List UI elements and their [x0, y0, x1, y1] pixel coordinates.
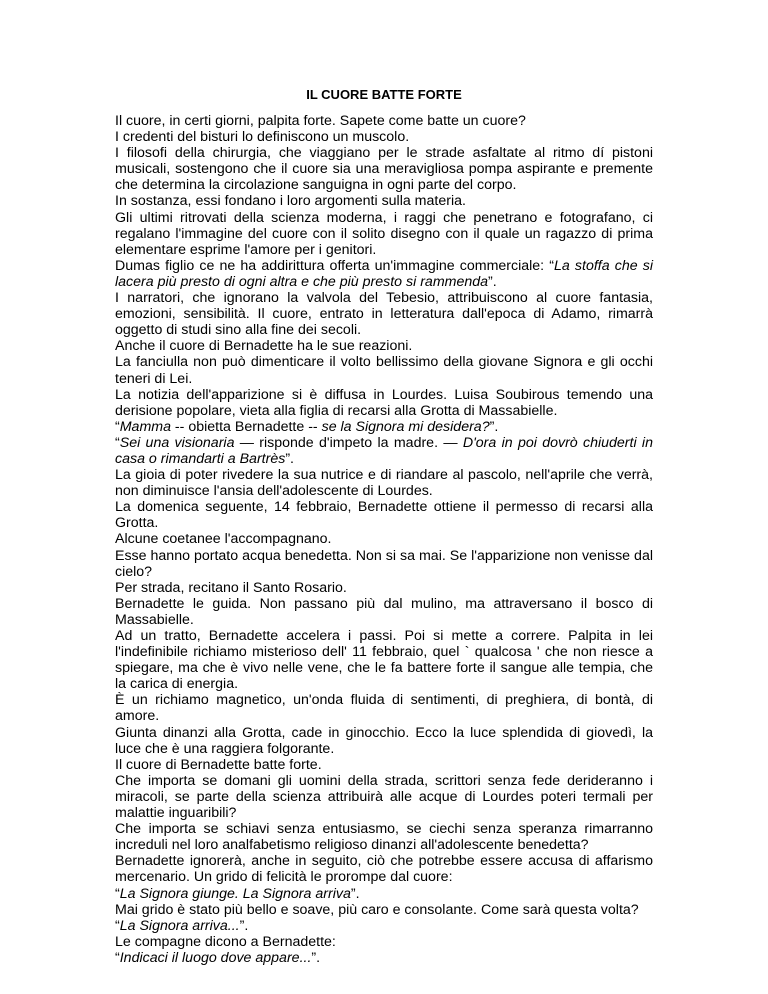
- paragraph: [115, 129, 653, 145]
- text-run: -- obietta Bernadette --: [170, 418, 322, 435]
- text-run: Alcune coetanee l'accompagnano.: [115, 531, 332, 548]
- text-run: ”.: [239, 917, 249, 934]
- text-run: La domenica seguente, 14 febbraio, Bernadette ottiene il permesso di recarsi alla Grotta.: [115, 499, 653, 532]
- text-run: Giunta dinanzi alla Grotta, cade in ginocchio. Ecco la luce splendida di giovedì, la luce che è una raggiera folgorante.: [115, 724, 653, 757]
- paragraph: [115, 902, 653, 918]
- text-run: I narratori, che ignorano la valvola del Tebesio, attribuiscono al cuore fantasia, emozioni, sensibilità. Il cuore, entrato in letteratura dall'epoca di Adamo, rimarrà oggetto di studi sino alla fine dei secoli.: [115, 290, 653, 339]
- text-run: I credenti del bisturi lo definiscono un muscolo.: [115, 129, 410, 146]
- text-run: — risponde d'impeto la madre. —: [234, 434, 463, 451]
- text-run: È un richiamo magnetico, un'onda fluida di sentimenti, di preghiera, di bontà, di amore.: [115, 692, 653, 725]
- document-title: IL CUORE BATTE FORTE: [306, 87, 462, 102]
- italic-text: Mamma: [119, 418, 171, 435]
- paragraph: [115, 853, 653, 885]
- paragraph: [115, 419, 653, 435]
- text-run: ”.: [488, 273, 497, 290]
- paragraph: [115, 580, 653, 596]
- paragraph: [115, 354, 653, 386]
- text-run: ”.: [489, 418, 499, 435]
- paragraph: [115, 596, 653, 628]
- text-run: Che importa se schiavi senza entusiasmo, se ciechi senza speranza rimarranno increduli nel loro analfabetismo religioso dinanzi all'adolescente benedetta?: [115, 821, 653, 854]
- text-run: Per strada, recitano il Santo Rosario.: [115, 579, 347, 596]
- text-run: “: [115, 949, 120, 966]
- paragraph: [115, 757, 653, 773]
- italic-text: La stoffa che si lacera più presto di ogni altra e che più presto si rammenda: [115, 257, 654, 290]
- paragraph: [115, 499, 653, 531]
- paragraph: [115, 113, 653, 129]
- italic-text: Sei una visionaria: [119, 434, 235, 451]
- paragraph: [115, 950, 653, 966]
- paragraph: [115, 531, 653, 547]
- text-run: Bernadette le guida. Non passano più dal mulino, ma attraversano il bosco di Massabielle.: [115, 595, 653, 628]
- text-run: ”.: [285, 450, 294, 467]
- text-run: ”.: [350, 885, 360, 902]
- paragraph: [115, 258, 653, 290]
- italic-text: La Signora arriva...: [119, 917, 240, 934]
- italic-text: D'ora in poi dovrò chiuderti in casa o rimandarti a Bartrès: [115, 434, 653, 467]
- paragraph: [115, 628, 653, 692]
- text-run: Mai grido è stato più bello e soave, più caro e consolante. Come sarà questa volta?: [115, 901, 639, 918]
- text-run: Ad un tratto, Bernadette accelera i passi. Poi si mette a correre. Palpita in lei l'indefinibile richiamo misterioso dell' 11 febbraio, quel ` qualcosa ' che non riesce a spiegare, ma che è vivo nelle vene, che le fa battere forte il sangue alle tempia, che la carica di energia.: [115, 628, 653, 693]
- document-body: [115, 113, 653, 966]
- text-run: Gli ultimi ritrovati della scienza moderna, i raggi che penetrano e fotografano, ci regalano l'immagine del cuore con il solito disegno con il quale un ragazzo di prima elementare esprime l'amore per i genitori.: [115, 209, 653, 258]
- paragraph: [115, 435, 653, 467]
- text-run: Dumas figlio ce ne ha addirittura offerta un'immagine commerciale: “: [115, 257, 554, 274]
- paragraph: [115, 467, 653, 499]
- paragraph: [115, 725, 653, 757]
- text-run: Il cuore di Bernadette batte forte.: [115, 756, 322, 773]
- text-run: “: [115, 418, 120, 435]
- text-run: Bernadette ignorerà, anche in seguito, ciò che potrebbe essere accusa di affarismo mercenario. Un grido di felicità le prorompe dal cuore:: [115, 853, 653, 886]
- text-run: “: [115, 917, 120, 934]
- paragraph: [115, 387, 653, 419]
- italic-text: se la Signora mi desidera?: [321, 418, 490, 435]
- paragraph: [115, 145, 653, 193]
- text-run: I filosofi della chirurgia, che viaggiano per le strade asfaltate al ritmo dí pistoni musicali, sostengono che il cuore sia una meravigliosa pompa aspirante e premente che determina la circolazione sanguigna in ogni parte del corpo.: [115, 145, 653, 194]
- paragraph: [115, 934, 653, 950]
- paragraph: [115, 338, 653, 354]
- paragraph: [115, 821, 653, 853]
- paragraph: [115, 773, 653, 821]
- italic-text: La Signora giunge. La Signora arriva: [119, 885, 351, 902]
- text-run: In sostanza, essi fondano i loro argomenti sulla materia.: [115, 193, 466, 210]
- paragraph: [115, 886, 653, 902]
- text-run: ”.: [311, 949, 321, 966]
- italic-text: Indicaci il luogo dove appare...: [119, 949, 312, 966]
- text-run: Che importa se domani gli uomini della strada, scrittori senza fede derideranno i miracoli, se parte della scienza attribuirà alle acque di Lourdes poteri termali per malattie inguaribili?: [115, 772, 653, 822]
- text-run: La gioia di poter rivedere la sua nutrice e di riandare al pascolo, nell'aprile che verrà, non diminuisce l'ansia dell'adolescente di Lourdes.: [115, 467, 653, 500]
- text-run: “: [115, 434, 120, 451]
- text-run: Anche il cuore di Bernadette ha le sue reazioni.: [115, 338, 413, 355]
- paragraph: [115, 918, 653, 934]
- paragraph: [115, 692, 653, 724]
- paragraph: [115, 290, 653, 338]
- text-run: Il cuore, in certi giorni, palpita forte. Sapete come batte un cuore?: [115, 113, 526, 129]
- text-run: Le compagne dicono a Bernadette:: [115, 933, 336, 950]
- text-run: La fanciulla non può dimenticare il volto bellissimo della giovane Signora e gli occhi teneri di Lei.: [115, 354, 653, 387]
- text-run: Esse hanno portato acqua benedetta. Non si sa mai. Se l'apparizione non venisse dal cielo?: [115, 547, 653, 580]
- text-run: La notizia dell'apparizione si è diffusa in Lourdes. Luisa Soubirous temendo una derisione popolare, vieta alla figlia di recarsi alla Grotta di Massabielle.: [115, 386, 653, 419]
- paragraph: [115, 548, 653, 580]
- text-run: “: [115, 885, 120, 902]
- paragraph: [115, 193, 653, 209]
- paragraph: [115, 210, 653, 258]
